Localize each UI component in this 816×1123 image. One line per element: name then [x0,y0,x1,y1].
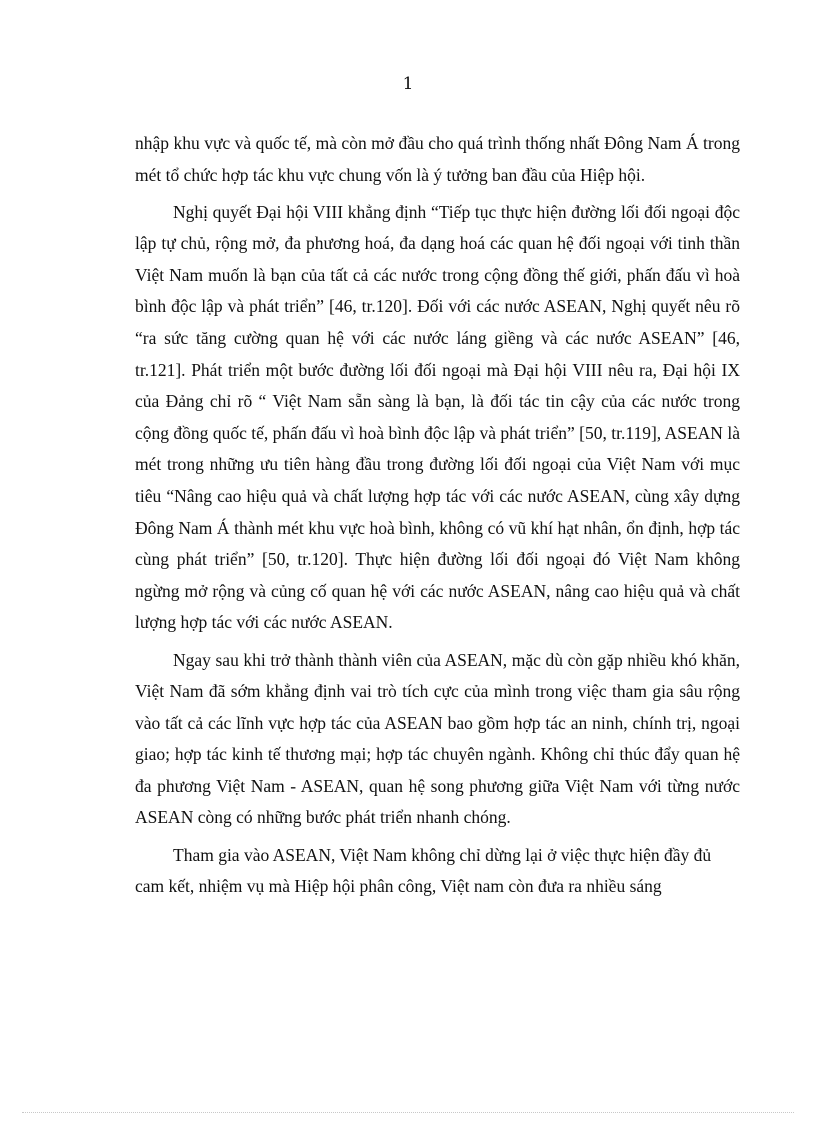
paragraph-3: Ngay sau khi trở thành thành viên của ASEAN, mặc dù còn gặp nhiều khó khăn, Việt Nam đã sớm khẳng định vai trò tích cực của mình trong việc tham gia sâu rộng vào tất cả các lĩnh vực hợp tác của ASEAN bao gồm hợp tác an ninh, chính trị, ngoại giao; hợp tác kinh tế thương mại; hợp tác chuyên ngành. Không chỉ thúc đẩy quan hệ đa phương Việt Nam - ASEAN, quan hệ song phương giữa Việt Nam với từng nước ASEAN còng có những bước phát triển nhanh chóng. [135,649,740,828]
body-text [135,128,740,908]
footer-divider [22,1112,794,1113]
paragraph-2: Nghị quyết Đại hội VIII khẳng định “Tiếp tục thực hiện đường lối đối ngoại độc lập tự chủ, rộng mở, đa phương hoá, đa dạng hoá các quan hệ đối ngoại với tinh thần Việt Nam muốn là bạn của tất cả các nước trong cộng đồng thế giới, phấn đấu vì hoà bình độc lập và phát triển” [46, tr.120]. Đối với các nước ASEAN, Nghị quyết nêu rõ “ra sức tăng cường quan hệ với các nước láng giềng và các nước ASEAN” [46, tr.121]. Phát triển một bước đường lối đối ngoại mà Đại hội VIII nêu ra, Đại hội IX của Đảng chỉ rõ “ Việt Nam sẵn sàng là bạn, là đối tác tin cậy của các nước trong cộng đồng quốc tế, phấn đấu vì hoà bình độc lập và phát triển” [50, tr.119], ASEAN là mét trong những ưu tiên hàng đầu trong đường lối đối ngoại của Việt Nam với mục tiêu “Nâng cao hiệu quả và chất lượng hợp tác với các nước ASEAN, cùng xây dựng Đông Nam Á thành mét khu vực hoà bình, không có vũ khí hạt nhân, ổn định, hợp tác cùng phát triển” [50, tr.120]. Thực hiện đường lối đối ngoại đó Việt Nam không ngừng mở rộng và củng cố quan hệ với các nước ASEAN, nâng cao hiệu quả và chất lượng hợp tác với các nước ASEAN. [135,201,740,633]
paragraph-1: nhập khu vực và quốc tế, mà còn mở đầu cho quá trình thống nhất Đông Nam Á trong mét tổ chức hợp tác khu vực chung vốn là ý tưởng ban đầu của Hiệp hội. [135,133,740,185]
page-number: 1 [402,74,414,94]
paragraph-4: Tham gia vào ASEAN, Việt Nam không chỉ dừng lại ở việc thực hiện đầy đủ cam kết, nhiệm vụ mà Hiệp hội phân công, Việt nam còn đưa ra nhiều sáng [135,844,712,897]
